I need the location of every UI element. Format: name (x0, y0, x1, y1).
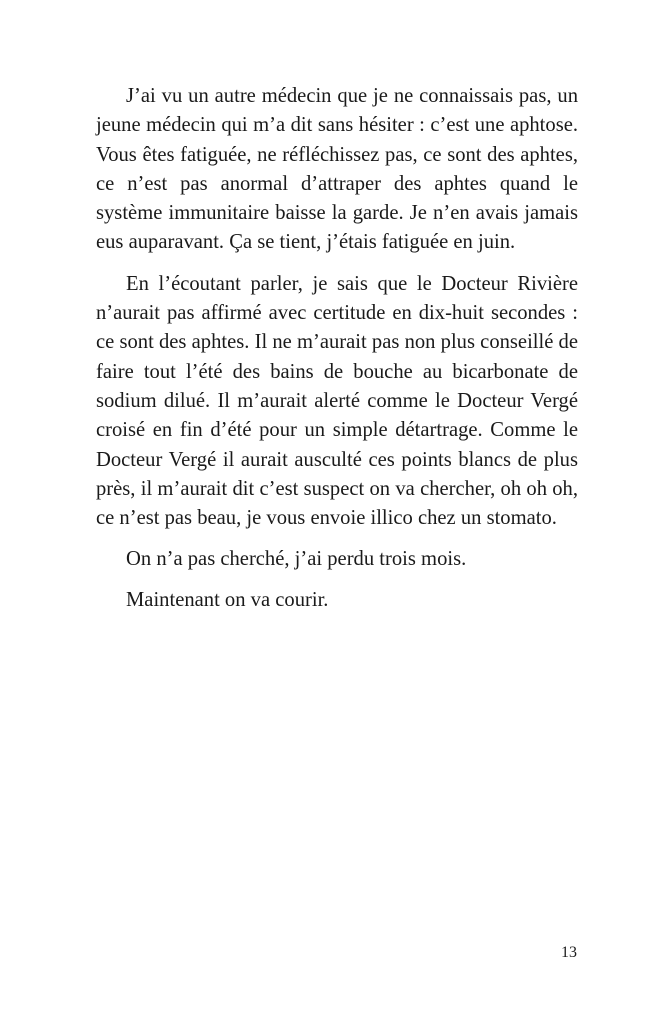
paragraph: On n’a pas cherché, j’ai perdu trois mois. (126, 548, 467, 571)
paragraph: En l’écoutant parler, je sais que le Docteur Rivière n’aurait pas affirmé avec certitude en dix-huit secondes : ce sont des aphtes. Il ne m’aurait pas non plus conseillé de faire tout l’été des bains de bouche au bicarbonate de sodium dilué. Il m’aurait alerté comme le Docteur Vergé croisé en fin d’été pour un simple détartrage. Comme le Docteur Vergé il aurait ausculté ces points blancs de plus près, il m’aurait dit c’est suspect on va chercher, oh oh oh, ce n’est pas beau, je vous envoie illico chez un stomato. (96, 272, 578, 530)
paragraph: J’ai vu un autre médecin que je ne connaissais pas, un jeune médecin qui m’a dit sans hésiter : c’est une aphtose. Vous êtes fatiguée, ne réfléchissez pas, ce sont des aphtes, ce n’est pas anormal d’attraper des aphtes quand le système immunitaire baisse la garde. Je n’en avais jamais eus auparavant. Ça se tient, j’étais fatiguée en juin. (96, 85, 578, 254)
paragraph: Maintenant on va courir. (126, 588, 329, 611)
body-text (96, 82, 578, 615)
page-number: 13 (561, 944, 577, 961)
